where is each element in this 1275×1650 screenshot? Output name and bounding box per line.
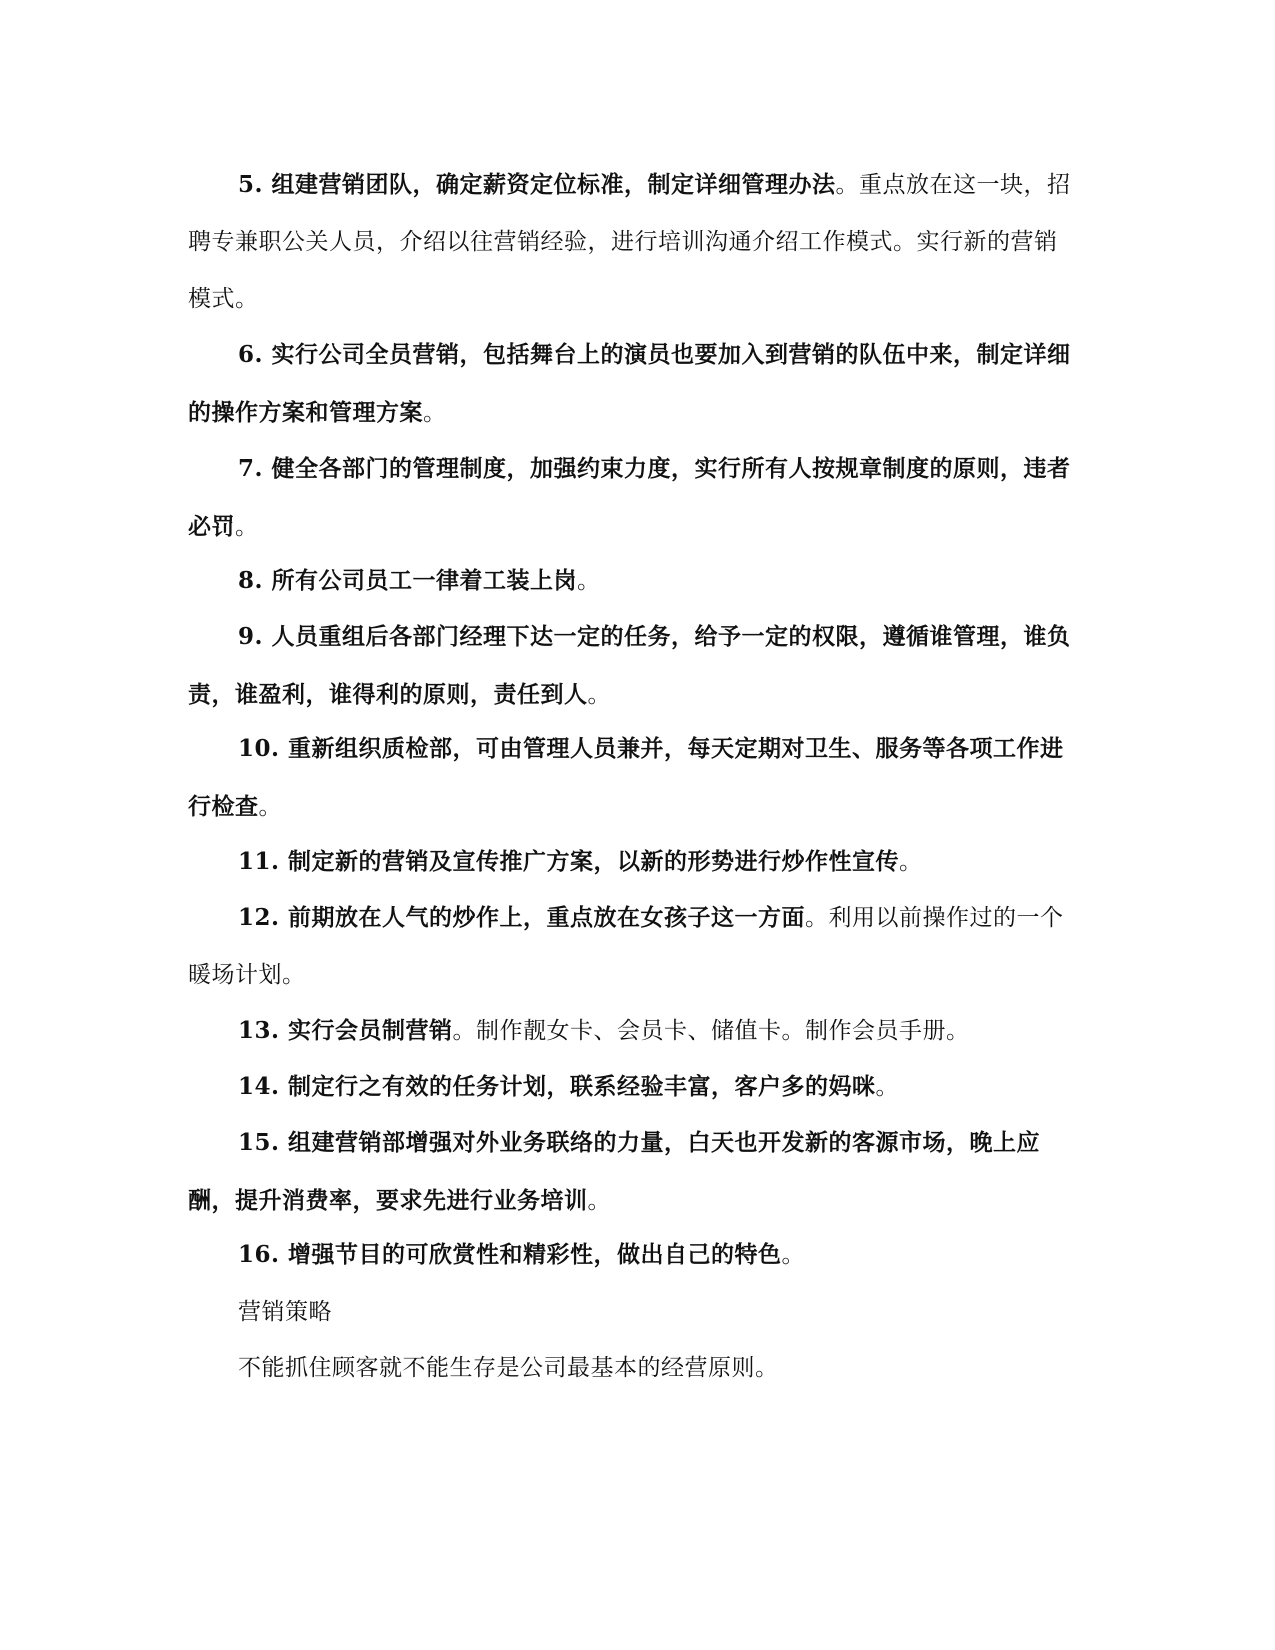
paragraph-item-6 bbox=[188, 326, 1078, 442]
paragraph-item-13 bbox=[188, 1002, 1078, 1060]
paragraph-normal-text: 。制作靓女卡、会员卡、储值卡。制作会员手册。 bbox=[452, 1018, 970, 1044]
paragraph-normal-text: 。重点放在这一块，招聘专兼职公关人员，介绍以往营销经验，进行培训沟通介绍工作模式。实行新的营销模式。 bbox=[188, 172, 1071, 312]
paragraph-bold-text: 12. 前期放在人气的炒作上，重点放在女孩子这一方面 bbox=[238, 904, 806, 931]
paragraph-normal-text: 。 bbox=[587, 1188, 611, 1214]
paragraph-bold-text: 7. 健全各部门的管理制度，加强约束力度，实行所有人按规章制度的原则，违者必罚 bbox=[188, 455, 1071, 540]
paragraph-normal-text: 。 bbox=[899, 849, 923, 875]
paragraph-normal-text: 。 bbox=[577, 568, 601, 594]
paragraph-normal-text: 不能抓住顾客就不能生存是公司最基本的经营原则。 bbox=[238, 1355, 779, 1381]
paragraph-item-7 bbox=[188, 440, 1078, 556]
paragraph-normal-text: 。利用以前操作过的一个暖场计划。 bbox=[188, 905, 1064, 988]
paragraph-normal-text: 。 bbox=[235, 514, 259, 540]
paragraph-item-15 bbox=[188, 1114, 1078, 1230]
paragraph-principle bbox=[188, 1339, 1078, 1397]
section-heading-marketing-strategy bbox=[188, 1283, 1078, 1341]
paragraph-bold-text: 11. 制定新的营销及宣传推广方案，以新的形势进行炒作性宣传 bbox=[238, 848, 900, 875]
paragraph-bold-text: 5. 组建营销团队，确定薪资定位标准，制定详细管理办法 bbox=[238, 171, 836, 198]
paragraph-item-9 bbox=[188, 608, 1078, 724]
paragraph-item-16 bbox=[188, 1226, 1078, 1284]
paragraph-bold-text: 9. 人员重组后各部门经理下达一定的任务，给予一定的权限，遵循谁管理，谁负责，谁盈利，谁得利的原则，责任到人 bbox=[188, 623, 1071, 708]
paragraph-normal-text: 营销策略 bbox=[238, 1299, 332, 1325]
paragraph-bold-text: 8. 所有公司员工一律着工装上岗 bbox=[238, 567, 578, 594]
paragraph-bold-text: 6. 实行公司全员营销，包括舞台上的演员也要加入到营销的队伍中来，制定详细的操作方案和管理方案 bbox=[188, 341, 1071, 426]
paragraph-bold-text: 16. 增强节目的可欣赏性和精彩性，做出自己的特色 bbox=[238, 1241, 782, 1268]
paragraph-item-11 bbox=[188, 833, 1078, 891]
paragraph-bold-text: 10. 重新组织质检部，可由管理人员兼并，每天定期对卫生、服务等各项工作进行检查 bbox=[188, 735, 1064, 820]
paragraph-bold-text: 14. 制定行之有效的任务计划，联系经验丰富，客户多的妈咪 bbox=[238, 1073, 876, 1100]
paragraph-item-10 bbox=[188, 720, 1078, 836]
paragraph-normal-text: 。 bbox=[875, 1074, 900, 1100]
paragraph-item-12 bbox=[188, 889, 1078, 1004]
paragraph-item-5 bbox=[188, 156, 1078, 328]
paragraph-bold-text: 13. 实行会员制营销 bbox=[238, 1017, 453, 1044]
paragraph-normal-text: 。 bbox=[781, 1242, 806, 1268]
paragraph-normal-text: 。 bbox=[258, 794, 282, 820]
paragraph-normal-text: 。 bbox=[423, 400, 447, 426]
paragraph-item-14 bbox=[188, 1058, 1078, 1116]
paragraph-bold-text: 15. 组建营销部增强对外业务联络的力量，白天也开发新的客源市场，晚上应酬，提升消费率，要求先进行业务培训 bbox=[188, 1129, 1041, 1214]
paragraph-item-8 bbox=[188, 552, 1078, 610]
paragraph-normal-text: 。 bbox=[587, 682, 611, 708]
